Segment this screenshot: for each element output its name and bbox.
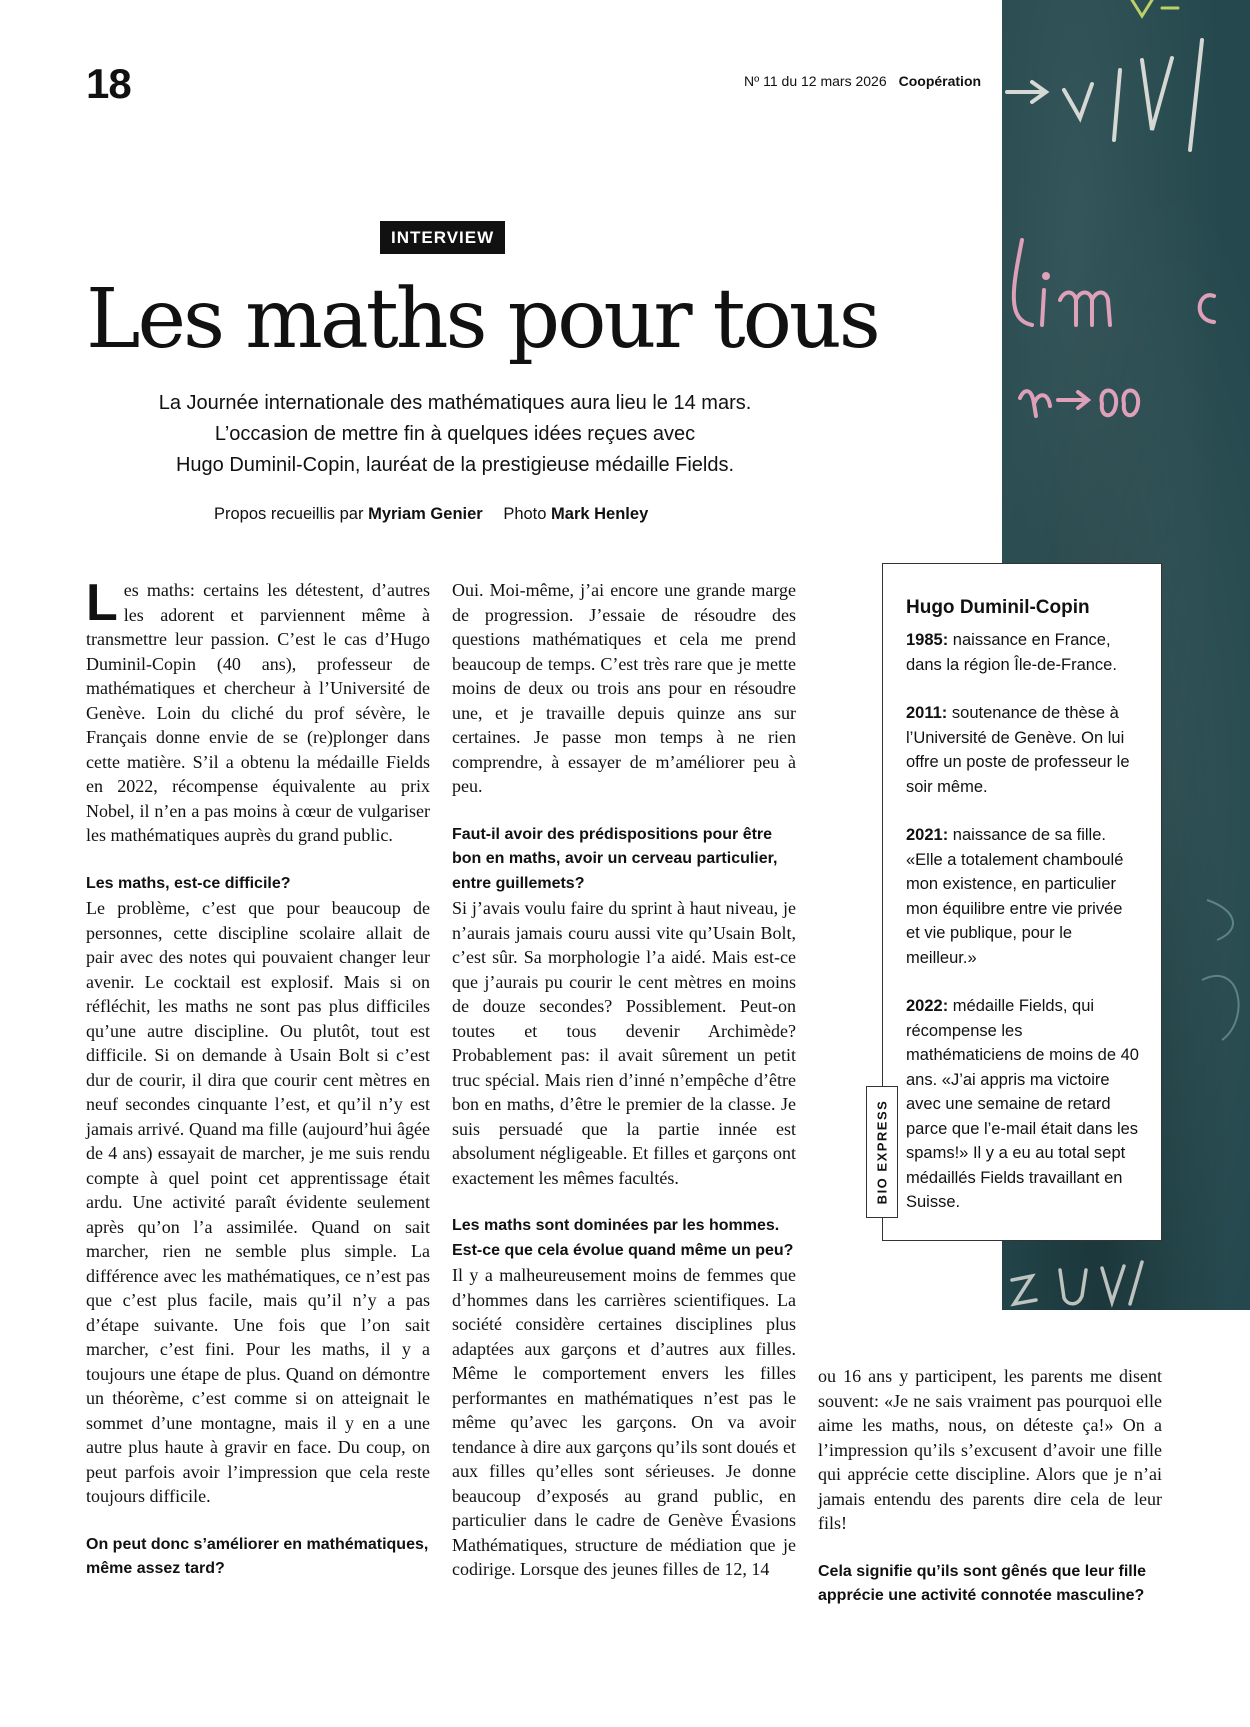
article-lede xyxy=(86,388,824,481)
question-1: Les maths, est-ce difficile? xyxy=(86,874,291,892)
bio-text: naissance en France, dans la région Île-de-France. xyxy=(906,631,1117,674)
section-kicker: INTERVIEW xyxy=(380,221,505,254)
bio-name: Hugo Duminil-Copin xyxy=(906,597,1090,618)
bio-year: 2011: xyxy=(906,704,948,722)
question-3: Faut-il avoir des prédispositions pour être bon en maths, avoir un cerveau particulier, entre guillemets? xyxy=(452,825,778,892)
bio-entry xyxy=(906,994,1139,1215)
bio-entry xyxy=(906,701,1139,799)
question-5: Cela signifie qu’ils sont gênés que leur fille apprécie une activité connotée masculine? xyxy=(818,1562,1147,1604)
publication-name: Coopération xyxy=(898,73,982,89)
drop-cap: L xyxy=(86,574,118,632)
answer-1: Le problème, c’est que pour beaucoup de personnes, cette discipline scolaire allait de pair avec des notes qui pouvaient changer leur avenir. Le cocktail est explosif. Mais si on réfléchit, les maths ne sont pas plus difficiles qu’une autre discipline. Ou plutôt, tout est difficile. Si on demande à Usain Bolt si c’est dur de courir, il dira que courir cent mètres en neuf secondes cinquante l’est, et qu’il n’y est jamais arrivé. Quand ma fille (aujourd’hui âgée de 4 ans) essayait de marcher, je me suis rendu compte à quel point cet apprentissage était ardu. Une activité paraît évidente seulement après qu’on l’a assimilée. Quand on sait marcher, rien ne semble plus simple. La différence avec les mathématiques, ce n’est pas que c’est plus facile, mais qu’il n’y a pas d’étape suivante. Une fois que l’on sait marcher, c’est fini. Pour les maths, il y a toujours une étape de plus. Quand on démontre un théorème, c’est comme si on atteignait le sommet d’une montagne, mais il y en a une autre plus haute à gravir en face. Du coup, on peut parfois avoir l’impression que cela reste toujours difficile. xyxy=(86,898,430,1506)
bio-entry xyxy=(906,628,1139,677)
answer-3: Si j’avais voulu faire du sprint à haut niveau, je n’aurais jamais couru aussi vite qu’Usain Bolt, c’est sûr. Sa morphologie l’a aidé. Mais est-ce que j’aurais pu courir le cent mètres en moins de douze secondes? Possiblement. Peut-on toutes et tous devenir Archimède? Probablement pas: il avait sûrement un petit truc spécial. Mais rien d’inné n’empêche d’être bon en maths, d’être le premier de la classe. Je suis persuadé que la partie innée est absolument négligeable. Et filles et garçons ont exactement les mêmes facultés. xyxy=(452,898,796,1188)
interviewer-name: Myriam Genier xyxy=(368,505,483,523)
bio-year: 2022: xyxy=(906,997,949,1015)
article-column-2 xyxy=(452,578,796,1582)
bio-year: 2021: xyxy=(906,826,949,844)
article-title: Les maths pour tous xyxy=(86,272,878,367)
article-column-1 xyxy=(86,574,430,1582)
interview-label: Propos recueillis par xyxy=(214,505,364,523)
photographer-name: Mark Henley xyxy=(551,505,649,523)
page-number: 18 xyxy=(86,60,131,107)
bio-year: 1985: xyxy=(906,631,949,649)
issue-line xyxy=(744,73,981,89)
bio-express-box xyxy=(882,563,1162,1241)
question-2: On peut donc s’améliorer en mathématiques, même assez tard? xyxy=(86,1535,429,1577)
photo-label: Photo xyxy=(503,505,547,523)
article-column-3 xyxy=(818,1364,1162,1609)
lede-line: La Journée internationale des mathématiques aura lieu le 14 mars. xyxy=(158,392,752,414)
bio-label-text: BIO EXPRESS xyxy=(874,1099,890,1205)
answer-4-continued: ou 16 ans y participent, les parents me disent souvent: «Je ne sais vraiment pas pourquoi elle aime les maths, nous, on déteste ça!» On a l’impression qu’ils s’excusent d’avoir une fille qui apprécie cette discipline. Alors que je n’ai jamais entendu des parents dire cela de leur fils! xyxy=(818,1366,1162,1533)
lede-line: Hugo Duminil-Copin, lauréat de la prestigieuse médaille Fields. xyxy=(175,454,735,476)
bio-text: naissance de sa fille. «Elle a totalement chamboulé mon existence, en particulier mon équilibre entre vie privée et vie publique, pour le meilleur.» xyxy=(906,826,1124,967)
lede-line: L’occasion de mettre fin à quelques idées reçues avec xyxy=(214,423,696,445)
bio-entry xyxy=(906,823,1139,970)
answer-4: Il y a malheureusement moins de femmes que d’hommes dans les carrières scientifiques. La société considère certaines disciplines plus adaptées aux garçons et d’autres aux filles. Même le comportement envers les filles performantes en mathématiques n’est pas le même qu’avec les garçons. On va avoir tendance à dire aux garçons qu’ils sont doués et aux filles qu’elles sont sérieuses. Je donne beaucoup d’exposés au grand public, en particulier dans le cadre de Genève Évasions Mathématiques, structure de médiation que je codirige. Lorsque des jeunes filles de 12, 14 xyxy=(452,1265,796,1579)
bio-express-label xyxy=(866,1086,898,1218)
article-credits xyxy=(214,505,648,524)
question-4: Les maths sont dominées par les hommes. Est-ce que cela évolue quand même un peu? xyxy=(452,1217,794,1259)
intro-paragraph xyxy=(86,574,430,848)
issue-date: Nº 11 du 12 mars 2026 xyxy=(744,73,887,89)
answer-2: Oui. Moi-même, j’ai encore une grande marge de progression. J’essaie de résoudre des questions mathématiques et cela me prend beaucoup de temps. C’est très rare que je mette moins de deux ou trois ans pour en résoudre une, et je travaille depuis quinze ans sur certaines. Je passe mon temps à ne rien comprendre, à essayer de m’améliorer peu à peu. xyxy=(452,580,796,796)
bio-text: médaille Fields, qui récompense les mathématiciens de moins de 40 ans. «J’ai appris ma victoire avec une semaine de retard parce que l’e-mail était dans les spams!» Il y a eu au total sept médaillés Fields travaillant en Suisse. xyxy=(906,997,1139,1211)
bio-text: soutenance de thèse à l’Université de Genève. On lui offre un poste de professeur le soir même. xyxy=(906,704,1130,796)
intro-text: es maths: certains les détestent, d’autres les adorent et parviennent même à transmettre leur passion. C’est le cas d’Hugo Duminil-Copin (40 ans), professeur de mathématiques et chercheur à l’Université de Genève. Loin du cliché du prof sévère, le Français donne envie de se (re)plonger dans cette matière. S’il a obtenu la médaille Fields en 2022, récompense équivalente au prix Nobel, il n’en a pas moins à cœur de vulgariser les mathématiques auprès du grand public. xyxy=(86,580,430,845)
